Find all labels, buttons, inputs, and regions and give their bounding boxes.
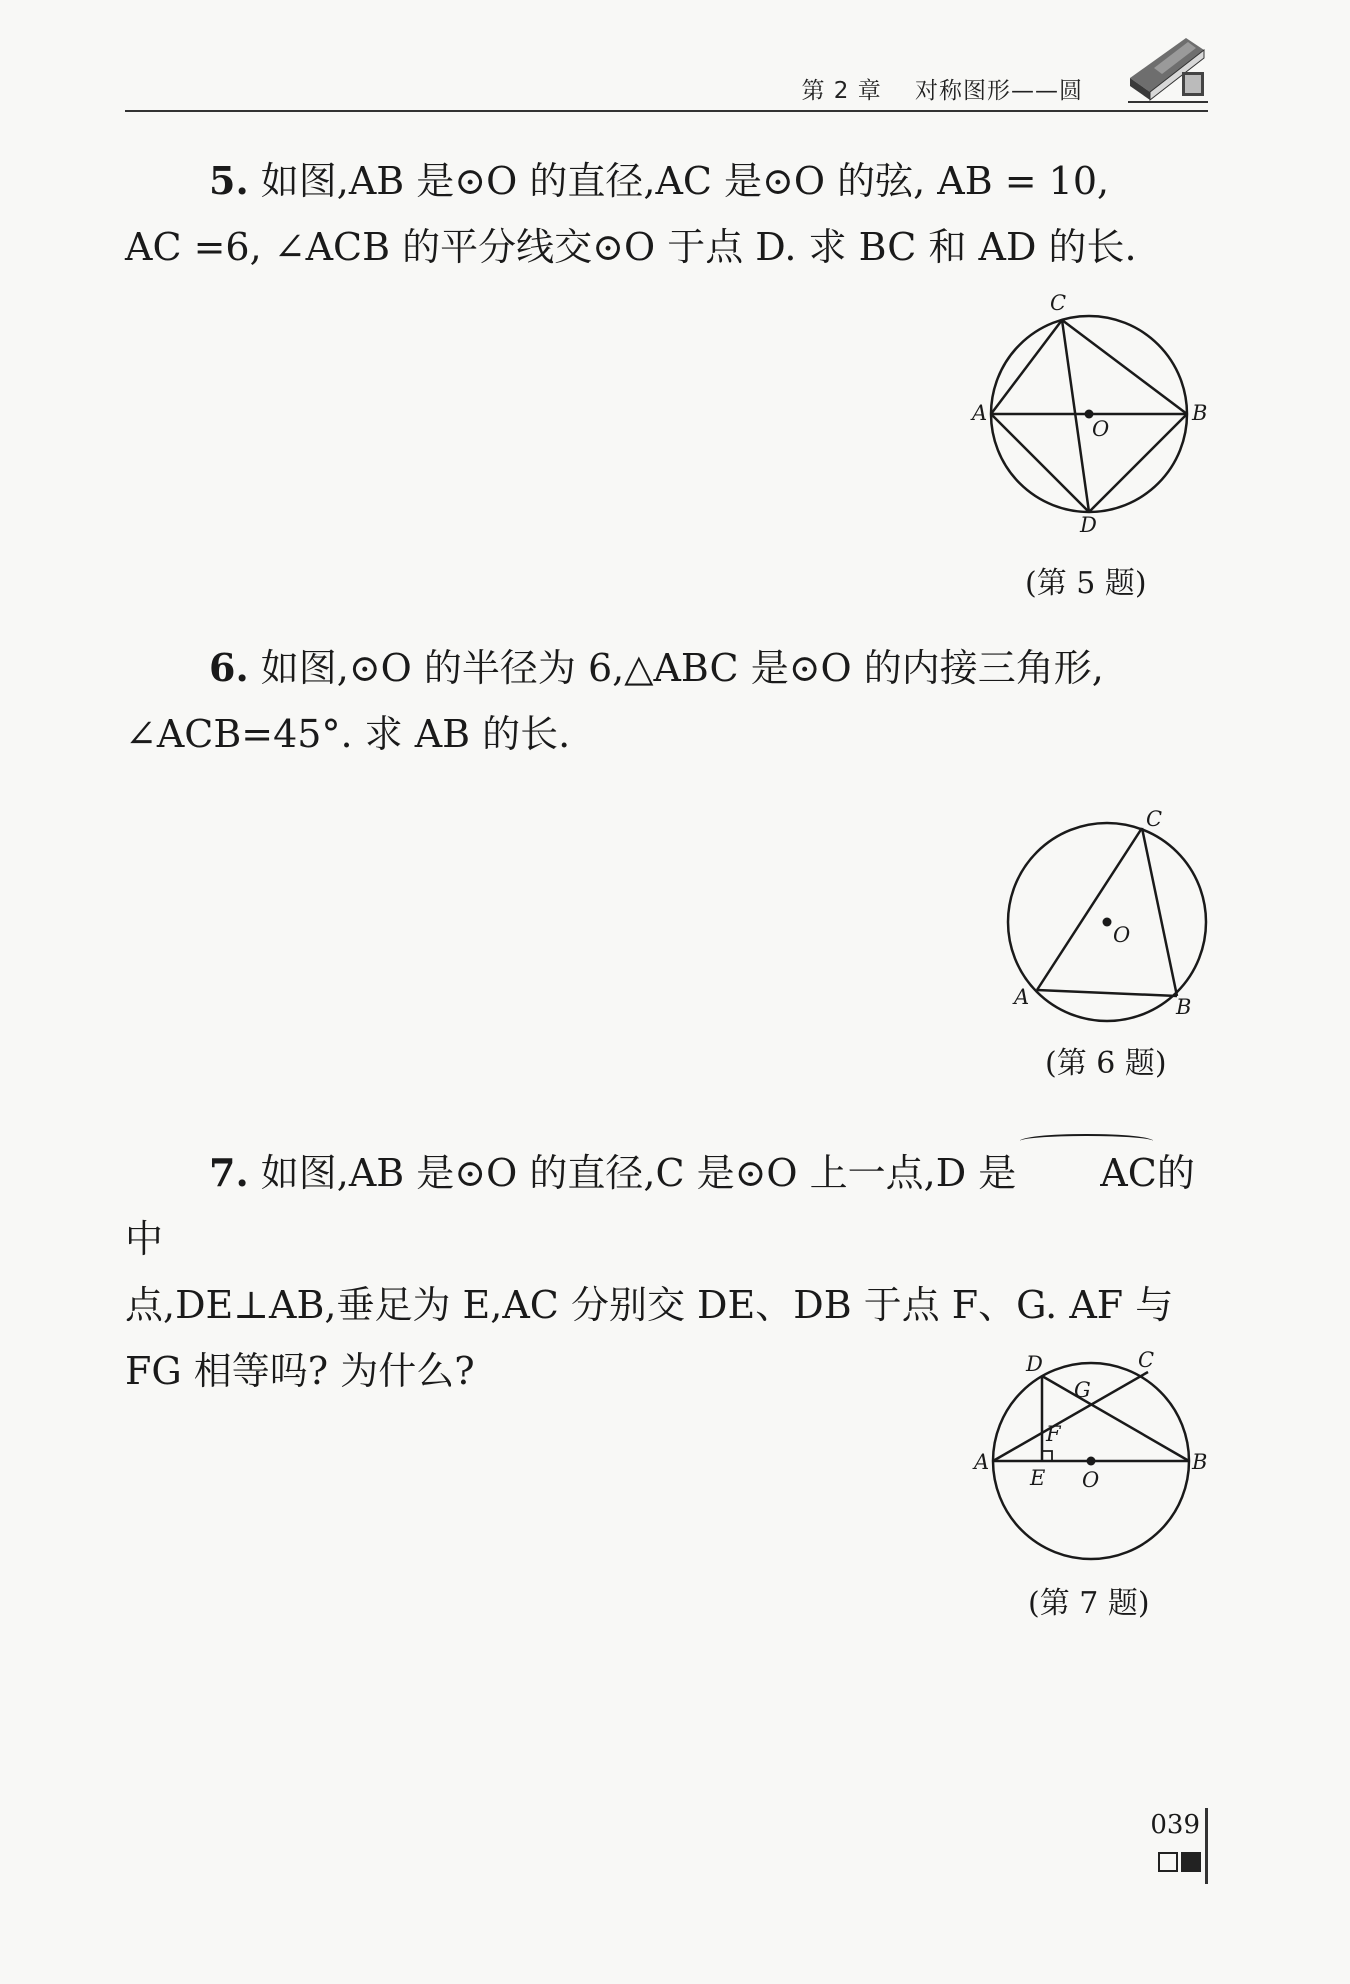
figure-6-caption: (第 6 题): [1045, 1046, 1167, 1081]
problem-7-line-3: FG 相等吗? 为什么?: [125, 1349, 475, 1393]
problem-5-number: 5.: [209, 158, 249, 203]
figure-6-chord-cb: [1142, 828, 1177, 996]
problem-7-number: 7.: [209, 1150, 249, 1195]
figure-6-label-b: B: [1176, 995, 1192, 1019]
page-marks: [1158, 1852, 1201, 1872]
figure-6-label-o: O: [1113, 923, 1131, 947]
figure-7-label-e: E: [1030, 1466, 1046, 1490]
figure-6-chord-ac: [1037, 828, 1142, 990]
figure-7-label-c: C: [1138, 1348, 1155, 1372]
page-number-rule: [1205, 1808, 1208, 1884]
problem-7-text-1a: 如图,AB 是⊙O 的直径,C 是⊙O 上一点,D 是: [260, 1151, 1017, 1195]
problem-7-line-1: [125, 1140, 1208, 1272]
figure-7-label-a: A: [974, 1450, 990, 1474]
figure-6-label-c: C: [1146, 807, 1163, 831]
header-chapter: 第 2 章: [801, 78, 882, 104]
problem-5-text-1: 如图,AB 是⊙O 的直径,AC 是⊙O 的弦, AB = 10,: [260, 159, 1110, 203]
figure-7-label-o: O: [1082, 1468, 1100, 1492]
problem-5: [125, 148, 1208, 280]
problem-7-text-1b: 的中: [125, 1151, 1195, 1261]
figure-7-label-f: F: [1046, 1422, 1061, 1446]
figure-7-center-dot: [1087, 1457, 1096, 1466]
problem-6-line-2: ∠ACB=45°. 求 AB 的长.: [125, 712, 571, 756]
problem-6-text-1: 如图,⊙O 的半径为 6,△ABC 是⊙O 的内接三角形,: [260, 646, 1104, 690]
problem-5-line-1: [125, 148, 1208, 214]
figure-7-segment-db: [1042, 1376, 1189, 1461]
page-number: 039: [1150, 1810, 1200, 1840]
header-title: 对称图形——圆: [915, 78, 1083, 104]
figure-5-label-b: B: [1192, 401, 1208, 425]
figure-7-label-b: B: [1192, 1450, 1208, 1474]
figure-5-chord-cb: [1062, 320, 1187, 414]
header-chapter-title: [801, 72, 1083, 105]
figure-6-center-dot: [1103, 918, 1112, 927]
problem-5-line-2: AC =6, ∠ACB 的平分线交⊙O 于点 D. 求 BC 和 AD 的长.: [125, 225, 1137, 269]
book-icon: [1124, 28, 1208, 108]
figure-7-chord-ac: [993, 1372, 1148, 1461]
figure-7-label-g: G: [1074, 1378, 1091, 1402]
figure-6: [990, 800, 1230, 1030]
figure-5-label-d: D: [1080, 513, 1097, 537]
problem-6: [125, 635, 1208, 767]
figure-5-label-c: C: [1050, 291, 1067, 315]
figure-5-chord-cd: [1062, 320, 1089, 512]
filled-square-icon: [1181, 1852, 1201, 1872]
figure-7-caption: (第 7 题): [1028, 1586, 1150, 1621]
figure-7: [970, 1345, 1220, 1575]
problem-6-line-1: [125, 635, 1208, 701]
figure-5: [970, 290, 1220, 540]
figure-7-right-angle-mark: [1042, 1451, 1052, 1461]
figure-5-chord-ad: [991, 414, 1089, 512]
figure-6-label-a: A: [1014, 985, 1030, 1009]
header-rule: [125, 110, 1208, 112]
figure-5-label-o: O: [1092, 417, 1110, 441]
empty-square-icon: [1158, 1852, 1178, 1872]
figure-7-label-d: D: [1026, 1352, 1043, 1376]
problem-7-line-2: 点,DE⊥AB,垂足为 E,AC 分别交 DE、DB 于点 F、G. AF 与: [125, 1283, 1174, 1327]
figure-5-caption: (第 5 题): [1025, 566, 1147, 601]
problem-6-number: 6.: [209, 645, 249, 690]
page-header: [125, 28, 1208, 112]
problem-7-arc-ac: AC: [1016, 1140, 1157, 1206]
figure-5-label-a: A: [972, 401, 988, 425]
figure-6-chord-ab: [1037, 990, 1177, 996]
